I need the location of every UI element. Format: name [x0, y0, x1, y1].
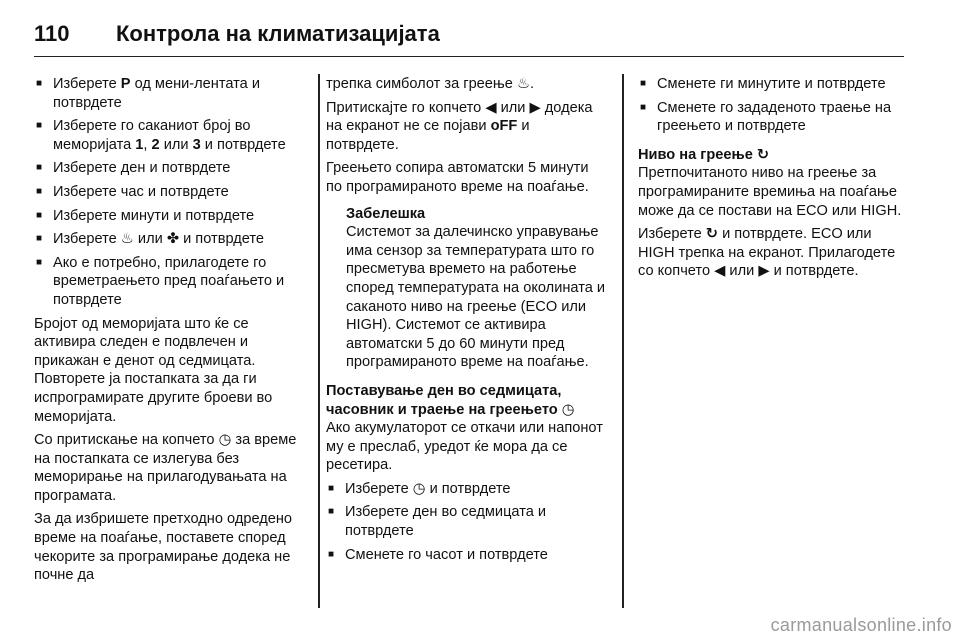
bullet-icon: ■	[328, 482, 335, 494]
list-item: ■ Сменете го зададеното траење на греењето и потврдете	[640, 99, 892, 135]
bullet-icon: ■	[36, 256, 43, 268]
paragraph: Ако акумулаторот се откачи или напонот му е преслаб, уредот ќе мора да се ресетира.	[326, 420, 603, 474]
paragraph: За да избришете претходно одредено време на поаѓање, поставете според чекорите за програмирање додека не почне да	[34, 511, 293, 584]
bullet-icon: ■	[36, 78, 43, 89]
paragraph: Изберете ↻ и потврдете. ECO или HIGH трепка на екранот. Прилагодете со копчето ◀ или ▶ и потврдете.	[638, 226, 896, 280]
paragraph: Претпочитаното ниво на греење за програмираните времиња на поаѓање може да се постави на ECO или HIGH.	[638, 165, 902, 219]
note-text: Системот за далечинско управување има сензор за температурата што го пресметува времето на работење според температурата на околината и саканото ниво на греење (ECO или HIGH). Системот се активира автоматски 5 до 60 минути пред програмираното време на поаѓање.	[346, 224, 606, 371]
heat-level-icon: ↻	[756, 146, 770, 163]
bullet-icon: ■	[328, 548, 335, 560]
paragraph: Бројот од меморијата што ќе се активира следен е подвлечен и прикажан е денот од седмицата. Повторете ја постапката за да ги испрограмирате другите броеви во меморијата.	[34, 315, 273, 425]
list-item: ■ Изберете го саканиот број во меморијата 1, 2 или 3 и потврдете	[36, 118, 286, 153]
list-item: ■ Ако е потребно, прилагодете го времетраењето пред поаѓањето и потврдете	[36, 254, 285, 308]
left-arrow-icon: ◀	[714, 263, 726, 280]
heating-icon: ♨	[120, 231, 134, 248]
page-number: 110	[34, 21, 70, 46]
note-box	[326, 205, 606, 372]
section-heading: Поставување ден во седмицата, часовник и траење на греењето ◷	[326, 382, 575, 418]
heating-icon: ♨	[516, 76, 531, 92]
list-item: ■ Изберете час и потврдете	[36, 183, 229, 200]
bullet-icon: ■	[640, 101, 647, 113]
paragraph: Со притискање на копчето ◷ за време на постапката се излегува без меморирање на прилагодувањата на програмата.	[34, 432, 297, 504]
bullet-icon: ■	[36, 185, 43, 197]
list-item: ■ Изберете P од мени-лентата и потврдете	[36, 76, 261, 111]
menu-key: P	[120, 76, 131, 92]
list-item: ■ Изберете ден и потврдете	[36, 160, 231, 177]
fan-icon: ✤	[166, 231, 180, 248]
list-item: ■ Сменете го часот и потврдете	[328, 546, 548, 563]
bullet-icon: ■	[36, 233, 43, 245]
paragraph: трепка симболот за греење ♨.	[326, 76, 535, 92]
list-item: ■ Сменете ги минутите и потврдете	[640, 76, 886, 92]
paragraph: Греењето сопира автоматски 5 минути по програмираното време на поаѓање.	[326, 160, 589, 195]
list-item: ■ Изберете ден во седмицата и потврдете	[328, 504, 547, 540]
heat-level-icon: ↻	[705, 226, 719, 243]
column-divider	[622, 74, 624, 608]
left-arrow-icon: ◀	[485, 99, 497, 116]
note-title: Забелешка	[346, 205, 426, 222]
column-2	[326, 75, 606, 569]
right-arrow-icon: ▶	[758, 263, 770, 280]
column-divider	[318, 74, 320, 608]
list-item: ■ Изберете минути и потврдете	[36, 207, 255, 224]
watermark: carmanualsonline.info	[770, 615, 952, 635]
column-1	[34, 75, 308, 590]
bullet-icon: ■	[640, 78, 647, 89]
bullet-icon: ■	[328, 506, 335, 518]
column-3	[638, 75, 906, 286]
page-header	[34, 12, 904, 57]
bullet-icon: ■	[36, 162, 43, 174]
bullet-icon: ■	[36, 209, 43, 221]
clock-icon: ◷	[412, 480, 426, 497]
list-item: ■ Изберете ♨ или ✤ и потврдете	[36, 231, 265, 248]
right-arrow-icon: ▶	[529, 99, 541, 116]
section-heading: Ниво на греење ↻	[638, 146, 770, 163]
page-title: Контрола на климатизацијата	[116, 21, 440, 46]
clock-icon: ◷	[218, 432, 232, 449]
bullet-icon: ■	[36, 120, 43, 132]
list-item: ■ Изберете ◷ и потврдете	[328, 480, 511, 497]
clock-icon: ◷	[561, 401, 575, 418]
paragraph: Притискајте го копчето ◀ или ▶ додека на екранот не се појави oFF и потврдете.	[326, 99, 593, 153]
